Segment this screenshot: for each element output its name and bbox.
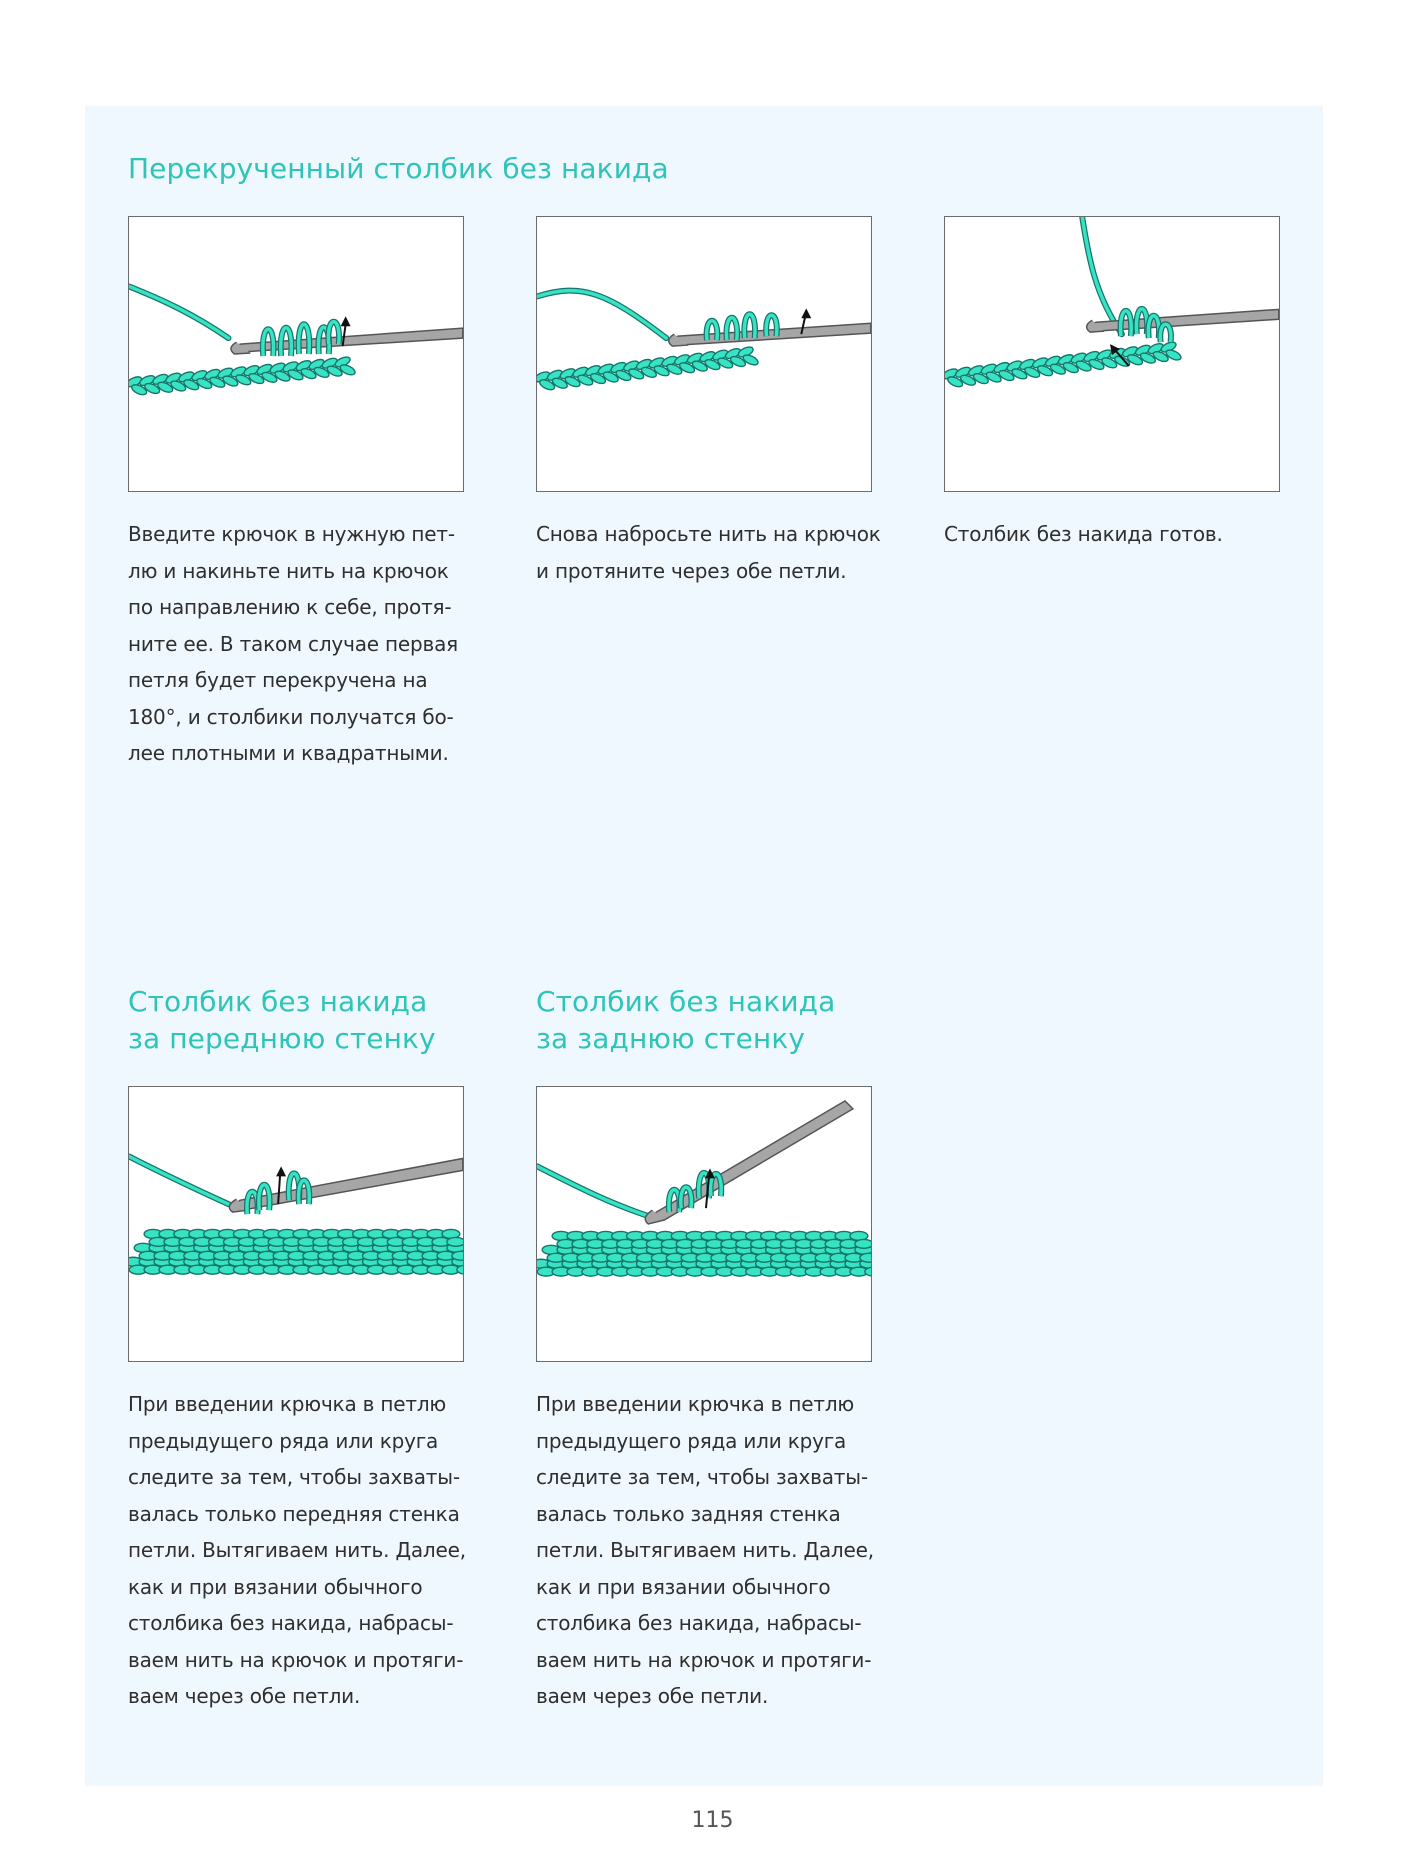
step-1-text: Введите крючок в нужную пет- лю и накиньте нить на крючок по направлению к себе, протя- ните ее. В таком случае первая петля будет перекручена на 180°, и столбики получатся бо- лее плотными и квадратными. [128,522,458,765]
step-3-text: Столбик без накида готов. [944,522,1223,546]
step-2-text: Снова набросьте нить на крючок и протяните через обе петли. [536,522,881,583]
back-loop-text: При введении крючка в петлю предыдущего ряда или круга следите за тем, чтобы захваты- валась только задняя стенка петли. Вытягиваем нить. Далее, как и при вязании обычного столбика без накида, набрасы- ваем нить на крючок и протяги- ваем через обе петли. [536,1392,874,1708]
illustration-step-3 [944,216,1280,492]
illustration-back-loop [536,1086,872,1362]
section-title-twisted-sc: Перекрученный столбик без накида [128,152,669,185]
illustration-step-2 [536,216,872,492]
section-title-front-loop: Столбик без накида за переднюю стенку [128,985,436,1055]
section-title-back-loop: Столбик без накида за заднюю стенку [536,985,836,1055]
front-loop-text: При введении крючка в петлю предыдущего ряда или круга следите за тем, чтобы захваты- валась только передняя стенка петли. Вытягиваем нить. Далее, как и при вязании обычного столбика без накида, набрасы- ваем нить на крючок и протяги- ваем через обе петли. [128,1392,466,1708]
illustration-front-loop [128,1086,464,1362]
illustration-step-1 [128,216,464,492]
page-number: 115 [691,1808,734,1833]
